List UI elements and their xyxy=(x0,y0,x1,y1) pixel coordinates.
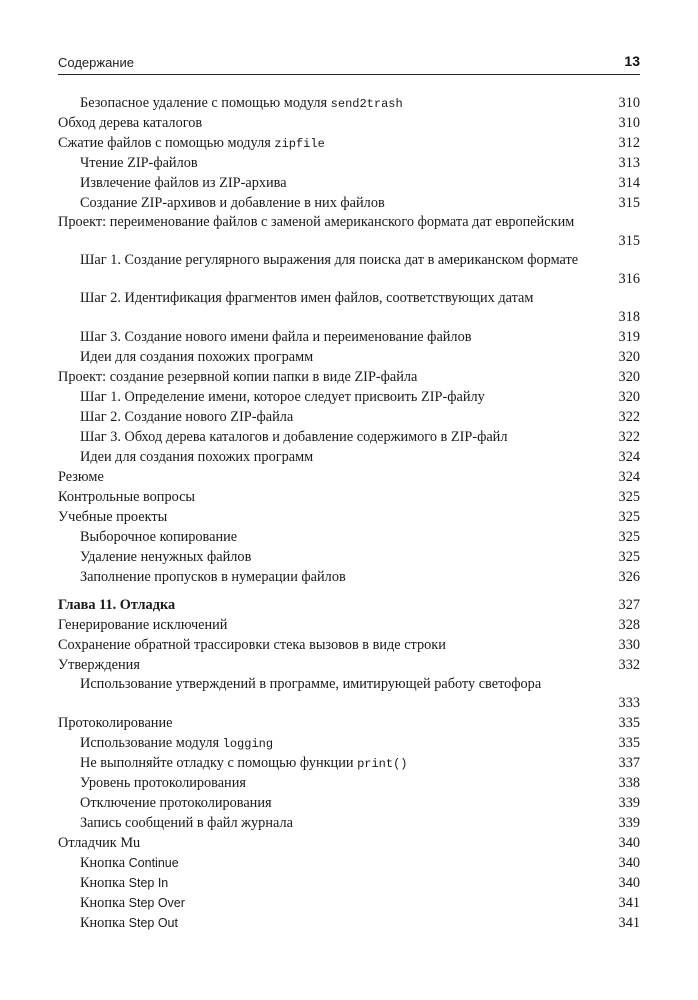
toc-entry-page: 313 xyxy=(618,155,640,171)
toc-entry-title xyxy=(80,855,179,871)
toc-entry-page: 340 xyxy=(618,835,640,851)
title-fragment: Чтение ZIP-файлов xyxy=(80,155,198,171)
title-fragment: Идеи для создания похожих программ xyxy=(80,449,314,465)
ui-label-fragment: Step Out xyxy=(128,916,178,930)
toc-entry-page: 325 xyxy=(618,529,640,545)
toc-entry-title xyxy=(80,429,507,445)
title-fragment: Учебные проекты xyxy=(58,509,168,525)
toc-entry-page: 320 xyxy=(618,369,640,385)
toc-list xyxy=(58,93,640,933)
title-fragment: Удаление ненужных файлов xyxy=(80,549,252,565)
title-fragment: Проект: переименование файлов с заменой американского формата дат европейским xyxy=(58,214,575,230)
toc-entry-title xyxy=(58,617,227,633)
toc-entry-page: 312 xyxy=(618,135,640,151)
code-fragment: send2trash xyxy=(330,97,403,111)
toc-entry[interactable] xyxy=(58,527,640,547)
toc-entry-title xyxy=(80,289,600,308)
toc-entry-title xyxy=(80,349,313,365)
toc-entry-page: 315 xyxy=(618,195,640,211)
toc-entry[interactable] xyxy=(58,93,640,113)
toc-entry-title xyxy=(80,389,485,405)
toc-entry[interactable] xyxy=(58,793,640,813)
title-fragment: Шаг 1. Создание регулярного выражения для поиска дат в американском формате xyxy=(80,252,579,268)
toc-entry[interactable] xyxy=(58,367,640,387)
toc-entry-page: 322 xyxy=(618,409,640,425)
toc-entry-title xyxy=(58,509,167,525)
title-fragment: Кнопка xyxy=(80,875,129,891)
toc-entry-title xyxy=(80,815,293,831)
toc-entry-title xyxy=(80,875,168,891)
running-header xyxy=(58,52,640,75)
toc-entry[interactable] xyxy=(58,347,640,367)
title-fragment: Кнопка xyxy=(80,895,129,911)
title-fragment: Контрольные вопросы xyxy=(58,489,196,505)
toc-entry-page: 316 xyxy=(618,271,640,287)
toc-entry[interactable] xyxy=(58,733,640,753)
toc-entry-page: 322 xyxy=(618,429,640,445)
toc-entry-title xyxy=(80,775,246,791)
title-fragment: Генерирование исключений xyxy=(58,617,228,633)
toc-entry[interactable] xyxy=(58,873,640,893)
toc-entry-title xyxy=(80,195,385,211)
toc-entry-page: 318 xyxy=(618,309,640,325)
title-fragment: Глава 11. Отладка xyxy=(58,597,176,613)
code-fragment: logging xyxy=(222,737,274,751)
header-title: Содержание xyxy=(58,55,134,70)
toc-entry[interactable] xyxy=(58,567,640,587)
toc-entry-page: 325 xyxy=(618,509,640,525)
toc-entry[interactable] xyxy=(58,327,640,347)
toc-entry[interactable] xyxy=(58,753,640,773)
toc-entry-title xyxy=(80,795,272,811)
title-fragment: Уровень протоколирования xyxy=(80,775,246,791)
toc-entry-title xyxy=(58,657,140,673)
toc-entry-page: 339 xyxy=(618,795,640,811)
toc-entry-page: 335 xyxy=(618,715,640,731)
toc-entry-title xyxy=(58,715,172,731)
title-fragment: Сохранение обратной трассировки стека вызовов в виде строки xyxy=(58,637,446,653)
title-fragment: Утверждения xyxy=(58,657,140,673)
toc-entry-title xyxy=(80,895,185,911)
title-fragment: Проект: создание резервной копии папки в виде ZIP-файла xyxy=(58,369,418,385)
toc-entry[interactable] xyxy=(58,251,640,289)
title-fragment: Кнопка xyxy=(80,855,129,871)
toc-entry-page: 341 xyxy=(618,915,640,931)
toc-entry-title xyxy=(58,637,446,653)
title-fragment: Отладчик Mu xyxy=(58,835,141,851)
toc-entry[interactable] xyxy=(58,635,640,655)
toc-entry-title xyxy=(80,675,600,694)
toc-entry[interactable] xyxy=(58,813,640,833)
title-fragment: Кнопка xyxy=(80,915,129,931)
ui-label-fragment: Continue xyxy=(128,856,179,870)
toc-entry-title xyxy=(80,449,313,465)
toc-entry-title xyxy=(58,135,325,151)
toc-entry-title xyxy=(58,369,417,385)
toc-entry-page: 315 xyxy=(618,233,640,249)
toc-entry-page: 340 xyxy=(618,855,640,871)
toc-entry[interactable] xyxy=(58,153,640,173)
toc-entry-title xyxy=(80,251,600,270)
toc-entry[interactable] xyxy=(58,133,640,153)
title-fragment: Обход дерева каталогов xyxy=(58,115,203,131)
title-fragment: Заполнение пропусков в нумерации файлов xyxy=(80,569,346,585)
toc-entry[interactable] xyxy=(58,675,640,713)
toc-entry[interactable] xyxy=(58,447,640,467)
toc-entry-title xyxy=(80,95,403,111)
page-number: 13 xyxy=(624,53,640,69)
toc-entry[interactable] xyxy=(58,853,640,873)
ui-label-fragment: Step Over xyxy=(128,896,185,910)
title-fragment: Шаг 3. Создание нового имени файла и переименование файлов xyxy=(80,329,472,345)
toc-entry[interactable] xyxy=(58,173,640,193)
toc-entry-page: 340 xyxy=(618,875,640,891)
toc-entry[interactable] xyxy=(58,773,640,793)
toc-entry-page: 338 xyxy=(618,775,640,791)
toc-entry[interactable] xyxy=(58,487,640,507)
toc-entry[interactable] xyxy=(58,407,640,427)
toc-entry-page: 326 xyxy=(618,569,640,585)
toc-entry[interactable] xyxy=(58,387,640,407)
toc-entry[interactable] xyxy=(58,113,640,133)
title-fragment: Выборочное копирование xyxy=(80,529,238,545)
title-fragment: Идеи для создания похожих программ xyxy=(80,349,314,365)
toc-entry-title xyxy=(58,489,195,505)
toc-entry-page: 325 xyxy=(618,489,640,505)
toc-entry[interactable] xyxy=(58,467,640,487)
toc-entry-title xyxy=(80,155,198,171)
code-fragment: zipfile xyxy=(274,137,325,151)
toc-entry-page: 314 xyxy=(618,175,640,191)
toc-entry[interactable] xyxy=(58,913,640,933)
title-fragment: Протоколирование xyxy=(58,715,173,731)
toc-entry[interactable] xyxy=(58,833,640,853)
title-fragment: Запись сообщений в файл журнала xyxy=(80,815,293,831)
toc-entry-page: 333 xyxy=(618,695,640,711)
toc-entry-title xyxy=(58,835,140,851)
toc-entry-title xyxy=(80,915,178,931)
toc-entry[interactable] xyxy=(58,289,640,327)
toc-entry-page: 325 xyxy=(618,549,640,565)
toc-entry-page: 335 xyxy=(618,735,640,751)
toc-entry-page: 332 xyxy=(618,657,640,673)
code-fragment: print() xyxy=(357,757,408,771)
title-fragment: Не выполняйте отладку с помощью функции xyxy=(80,755,358,771)
toc-entry-title xyxy=(80,755,408,771)
toc-entry[interactable] xyxy=(58,655,640,675)
ui-label-fragment: Step In xyxy=(128,876,169,890)
toc-entry-title xyxy=(58,213,578,232)
toc-entry[interactable] xyxy=(58,193,640,213)
toc-entry-title xyxy=(80,529,237,545)
toc-entry[interactable] xyxy=(58,595,640,615)
title-fragment: Сжатие файлов с помощью модуля xyxy=(58,135,275,151)
toc-entry-page: 310 xyxy=(618,115,640,131)
toc-entry-title xyxy=(80,735,273,751)
toc-entry-title xyxy=(80,549,251,565)
toc-entry-page: 320 xyxy=(618,389,640,405)
title-fragment: Шаг 1. Определение имени, которое следует присвоить ZIP-файлу xyxy=(80,389,485,405)
toc-entry[interactable] xyxy=(58,893,640,913)
toc-entry-page: 337 xyxy=(618,755,640,771)
toc-entry-page: 341 xyxy=(618,895,640,911)
toc-entry-page: 330 xyxy=(618,637,640,653)
toc-entry-page: 319 xyxy=(618,329,640,345)
toc-entry-page: 328 xyxy=(618,617,640,633)
toc-entry-page: 339 xyxy=(618,815,640,831)
toc-entry[interactable] xyxy=(58,507,640,527)
toc-entry-title xyxy=(58,115,202,131)
title-fragment: Извлечение файлов из ZIP-архива xyxy=(80,175,287,191)
toc-entry-page: 320 xyxy=(618,349,640,365)
toc-entry[interactable] xyxy=(58,427,640,447)
toc-entry-title xyxy=(80,409,293,425)
toc-entry-title xyxy=(58,469,104,485)
toc-entry-page: 327 xyxy=(618,597,640,613)
toc-entry-page: 324 xyxy=(618,449,640,465)
toc-entry-page: 310 xyxy=(618,95,640,111)
title-fragment: Шаг 3. Обход дерева каталогов и добавление содержимого в ZIP-файл xyxy=(80,429,508,445)
toc-entry-title xyxy=(58,597,175,613)
title-fragment: Безопасное удаление с помощью модуля xyxy=(80,95,331,111)
toc-entry-title xyxy=(80,329,471,345)
title-fragment: Отключение протоколирования xyxy=(80,795,272,811)
title-fragment: Использование утверждений в программе, имитирующей работу светофора xyxy=(80,676,542,692)
toc-entry-title xyxy=(80,175,287,191)
title-fragment: Использование модуля xyxy=(80,735,223,751)
toc-entry[interactable] xyxy=(58,615,640,635)
toc-entry[interactable] xyxy=(58,213,640,251)
title-fragment: Шаг 2. Идентификация фрагментов имен файлов, соответствующих датам xyxy=(80,290,534,306)
title-fragment: Создание ZIP-архивов и добавление в них файлов xyxy=(80,195,385,211)
toc-entry-title xyxy=(80,569,346,585)
title-fragment: Резюме xyxy=(58,469,104,485)
toc-entry-page: 324 xyxy=(618,469,640,485)
toc-entry[interactable] xyxy=(58,547,640,567)
title-fragment: Шаг 2. Создание нового ZIP-файла xyxy=(80,409,294,425)
toc-entry[interactable] xyxy=(58,713,640,733)
